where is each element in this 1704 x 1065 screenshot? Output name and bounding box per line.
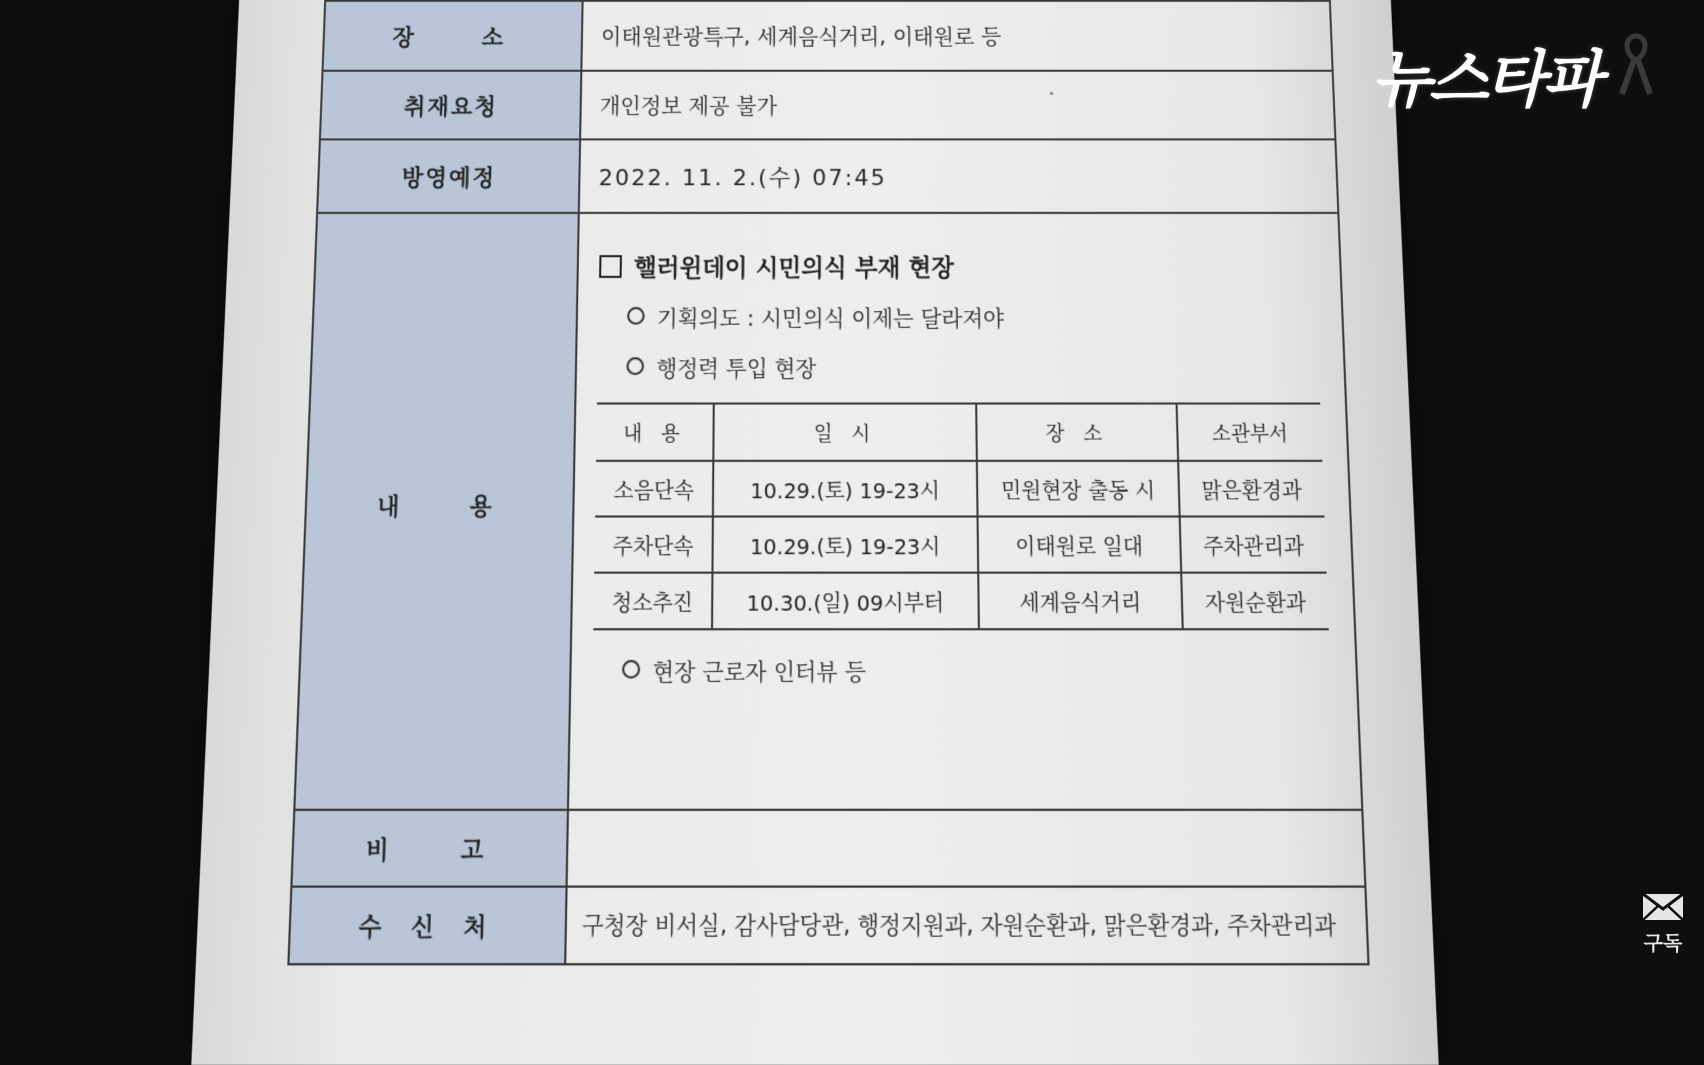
cell-department: 주차관리과 [1180,517,1327,573]
header-department: 소관부서 [1177,404,1323,461]
recipient-label: 수 신 처 [288,887,566,965]
place-row [323,1,1333,71]
mourning-ribbon-icon [1616,30,1656,100]
document-paper [191,0,1438,1065]
schedule-header-row [596,404,1322,461]
note-label: 비 고 [291,810,568,887]
subscribe-envelope-icon [1641,891,1685,923]
place-label: 장 소 [323,1,583,71]
cell-content: 청소추진 [593,573,712,630]
cell-datetime: 10.30.(일) 09시부터 [712,573,979,630]
header-datetime: 일 시 [713,404,977,461]
paper-speck [1050,92,1053,95]
cell-department: 맑은환경과 [1178,461,1324,517]
bullet-admin-field [626,352,1323,384]
circle-bullet-icon [626,357,644,375]
request-label: 취재요청 [320,71,581,140]
request-value: 개인정보 제공 불가 [580,71,1335,140]
note-row [291,810,1365,887]
airing-label: 방영예정 [317,139,580,212]
cell-place: 민원현장 출동 시 [977,461,1180,517]
recipient-value: 구청장 비서실, 감사담당관, 행정지원과, 자원순환과, 맑은환경과, 주차관리과 [565,887,1368,965]
schedule-table [593,402,1329,630]
note-value [567,810,1366,887]
cell-datetime: 10.29.(토) 19-23시 [712,517,978,573]
subscribe-button[interactable] [1637,891,1689,956]
airing-row [317,139,1338,212]
cell-datetime: 10.29.(토) 19-23시 [713,461,978,517]
bullet-planning-intent [627,302,1322,333]
header-place: 장 소 [976,404,1178,461]
content-heading-text: 핼러윈데이 시민의식 부재 현장 [633,255,955,283]
cell-place: 이태원로 일대 [978,517,1182,573]
bullet-interviews [622,654,1335,687]
content-heading [599,249,1320,283]
checkbox-square-icon [599,255,622,278]
request-row [320,71,1335,140]
bullet-text: 현장 근로자 인터뷰 등 [652,658,867,686]
bullet-text: 행정력 투입 현장 [656,356,817,382]
newstapa-logo: 뉴스타파 [1371,43,1599,116]
place-value: 이태원관광특구, 세계음식거리, 이태원로 등 [581,1,1332,71]
cell-department: 자원순환과 [1181,573,1329,630]
subscribe-label: 구독 [1643,931,1683,955]
table-row [594,517,1326,573]
recipient-row [288,887,1368,965]
header-content: 내 용 [596,404,714,461]
press-request-form [287,0,1369,965]
bullet-text: 기획의도 : 시민의식 이제는 달라져야 [656,305,1005,332]
cell-place: 세계음식거리 [978,573,1183,630]
content-cell [568,213,1362,810]
content-row [294,213,1362,810]
airing-value: 2022. 11. 2.(수) 07:45 [579,139,1339,212]
cell-content: 소음단속 [595,461,713,517]
cell-content: 주차단속 [594,517,713,573]
table-row [595,461,1324,517]
table-row [593,573,1328,630]
circle-bullet-icon [627,307,645,325]
content-label: 내 용 [294,213,578,810]
circle-bullet-icon [622,660,640,679]
